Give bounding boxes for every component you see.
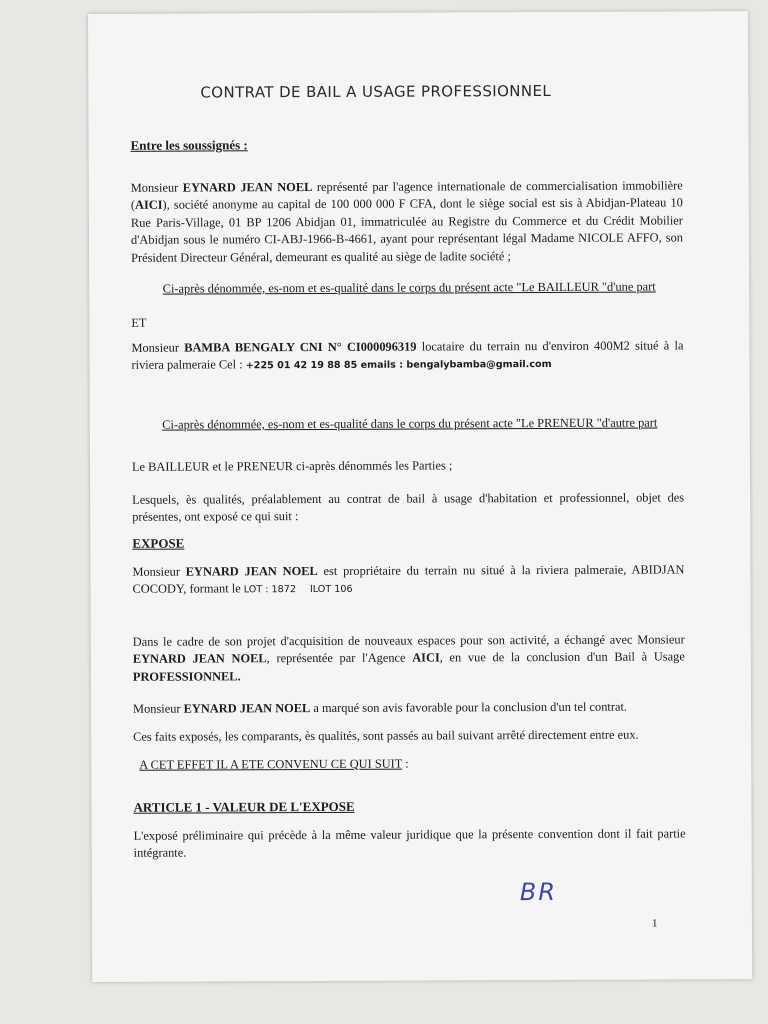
preneur-text-2: locataire du terrain nu d'environ 400M2 situé à la riviera palmeraie Cel :: [131, 338, 684, 373]
bailleur-designation: Ci-après dénommée, es-nom et es-qualité dans le corps du présent acte "Le BAILLEUR "d'une part: [162, 279, 656, 296]
expose-ilot: ILOT 106: [309, 584, 353, 596]
convenu-colon: :: [402, 756, 409, 771]
signature-initials: BR: [519, 877, 558, 907]
article1-heading: ARTICLE 1 - VALEUR DE L'EXPOSE: [133, 798, 355, 815]
expose-text-2: est propriétaire du terrain nu situé à la riviera palmeraie, ABIDJAN COCODY, formant le: [132, 562, 685, 597]
expose-lot: LOT : 1872: [243, 584, 296, 596]
et-separator: ET: [131, 315, 147, 330]
article1-paragraph: L'exposé préliminaire qui précède à la même valeur juridique que la présente convention dont il fait partie intégrante.: [133, 826, 686, 861]
bailleur-paragraph: [131, 177, 683, 266]
avis-name: EYNARD JEAN NOEL: [183, 701, 311, 716]
convenu-heading-text: A CET EFFET IL A ETE CONVENU CE QUI SUIT: [139, 756, 403, 772]
bailleur-text-3: ), société anonyme au capital de 100 000 000 F CFA, dont le siège social est sis à Abidjan-Plateau 10 Rue Paris-Village, 01 BP 1206 Abidjan 01, immatriculée au Registre du Commerce et du Crédit Mobilier d'Abidjan sous le numéro CI-ABJ-1966-B-4661, ayant pour représentant légal Madame NICOLE AFFO, son Président Directeur Général, demeurant es qualité au siège de ladite société ;: [130, 195, 684, 265]
document-page: [88, 11, 752, 982]
preneur-designation: Ci-après dénommée, es-nom et es-qualité dans le corps du présent acte "Le PRENEUR "d'autre part: [162, 415, 658, 432]
bailleur-text-2: représenté par l'agence internationale de commercialisation immobilière (: [130, 178, 683, 213]
parties-text: Le BAILLEUR et le PRENEUR ci-après dénommés les Parties ;: [131, 458, 453, 474]
expose-text-1: Monsieur: [132, 564, 186, 579]
projet-aici: AICI: [412, 650, 440, 665]
expose-heading: EXPOSE: [132, 535, 185, 551]
avis-text-1: Monsieur: [133, 701, 184, 716]
lesquels-paragraph: Lesquels, ès qualités, préalablement au contrat de bail à usage d'habitation et professionnel, objet des présentes, ont exposé ce qui suit :: [132, 490, 685, 525]
convenu-heading: [139, 757, 408, 773]
preneur-contact: +225 01 42 19 88 85 emails : bengalybamba@gmail.com: [245, 359, 552, 372]
preneur-paragraph: [131, 337, 683, 375]
expose-paragraph: [132, 561, 684, 599]
expose-name: EYNARD JEAN NOEL: [185, 564, 318, 579]
projet-name: EYNARD JEAN NOEL: [132, 651, 267, 667]
preneur-name: BAMBA BENGALY CNI N° CI000096319: [184, 339, 417, 355]
bailleur-text-1: Monsieur: [130, 180, 183, 195]
bailleur-name: EYNARD JEAN NOEL: [182, 180, 313, 195]
projet-text-1: Dans le cadre de son projet d'acquisition de nouveaux espaces pour son activité, a échangé avec Monsieur: [132, 632, 685, 649]
projet-text-2: , représentée par l'Agence: [266, 650, 413, 666]
preneur-text-1: Monsieur: [131, 340, 185, 355]
page-number: 1: [651, 917, 658, 930]
page-title: CONTRAT DE BAIL A USAGE PROFESSIONNEL: [200, 81, 552, 102]
projet-paragraph: [133, 631, 685, 686]
bailleur-aici: AICI: [134, 198, 163, 213]
avis-text-2: a marqué son avis favorable pour la conclusion d'un tel contrat.: [310, 699, 628, 716]
faits-text: Ces faits exposés, les comparants, ès qualités, sont passés au bail suivant arrêté directement entre eux.: [133, 727, 639, 744]
avis-paragraph: [133, 700, 627, 717]
projet-text-3: , en vue de la conclusion d'un Bail à Usage: [439, 649, 685, 665]
projet-professionnel: PROFESSIONNEL.: [132, 669, 241, 684]
parties-heading: Entre les soussignés :: [130, 137, 248, 153]
